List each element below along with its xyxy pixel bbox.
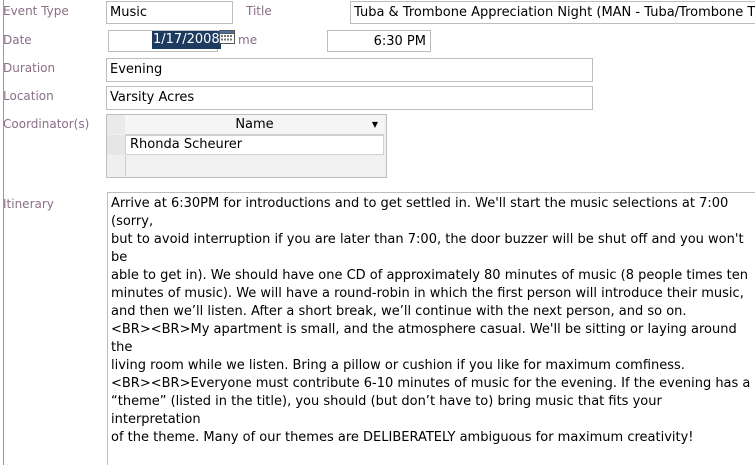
time-field[interactable]: 6:30 PM — [327, 30, 431, 52]
date-value-selected[interactable]: 1/17/2008 — [153, 32, 220, 47]
itinerary-line: living room while we listen. Bring a pillow or cushion if you like for maximum comfiness. — [111, 358, 685, 373]
coordinators-label: Coordinator(s) — [3, 117, 90, 131]
itinerary-line: able to get in). We should have one CD of approximately 80 minutes of music (8 people times ten — [111, 268, 748, 283]
itinerary-line: of the theme. Many of our themes are DELIBERATELY ambiguous for maximum creativity! — [111, 430, 694, 445]
event-type-field[interactable]: Music — [106, 1, 233, 24]
itinerary-label: Itinerary — [3, 197, 54, 211]
itinerary-textarea[interactable] — [107, 192, 755, 465]
grid-column-header-label: Name — [235, 117, 274, 132]
coordinators-subform — [106, 114, 387, 178]
itinerary-line: <BR><BR>My apartment is small, and the atmosphere casual. We'll be sitting or laying around the — [111, 322, 737, 355]
itinerary-line: <BR><BR>Everyone must contribute 6-10 minutes of music for the evening. If the evening has a — [111, 376, 751, 391]
duration-field[interactable]: Evening — [106, 58, 593, 82]
location-label: Location — [3, 89, 54, 103]
grid-row-selector[interactable] — [107, 135, 126, 155]
grid-row-coordinator[interactable]: Rhonda Scheurer — [125, 135, 384, 155]
grid-new-row-selector[interactable] — [107, 156, 126, 176]
title-field[interactable]: Tuba & Trombone Appreciation Night (MAN - Tuba/Trombone T — [350, 1, 755, 24]
dropdown-arrow-icon[interactable]: ▼ — [371, 120, 378, 129]
date-label: Date — [3, 33, 32, 47]
itinerary-line: Arrive at 6:30PM for introductions and to get settled in. We'll start the music selections at 7:00 (sorry, — [111, 196, 729, 229]
itinerary-line: but to avoid interruption if you are later than 7:00, the door buzzer will be shut off and you won't be — [111, 232, 744, 265]
grid-select-all[interactable] — [107, 115, 126, 134]
location-field[interactable]: Varsity Acres — [106, 86, 593, 110]
event-type-label: Event Type — [3, 4, 69, 18]
itinerary-line: “theme” (listed in the title), you should (but don’t have to) bring music that fits your interpretation — [111, 394, 662, 427]
grid-column-header-name[interactable] — [125, 115, 384, 135]
title-label: Title — [246, 4, 272, 18]
duration-label: Duration — [3, 61, 56, 75]
time-label: me — [238, 33, 258, 47]
itinerary-line: and then we’ll listen. After a short break, we’ll continue with the next person, and so on. — [111, 304, 687, 319]
calendar-icon[interactable] — [219, 30, 235, 44]
itinerary-line: minutes of music). We will have a round-robin in which the first person will introduce their music, — [111, 286, 744, 301]
